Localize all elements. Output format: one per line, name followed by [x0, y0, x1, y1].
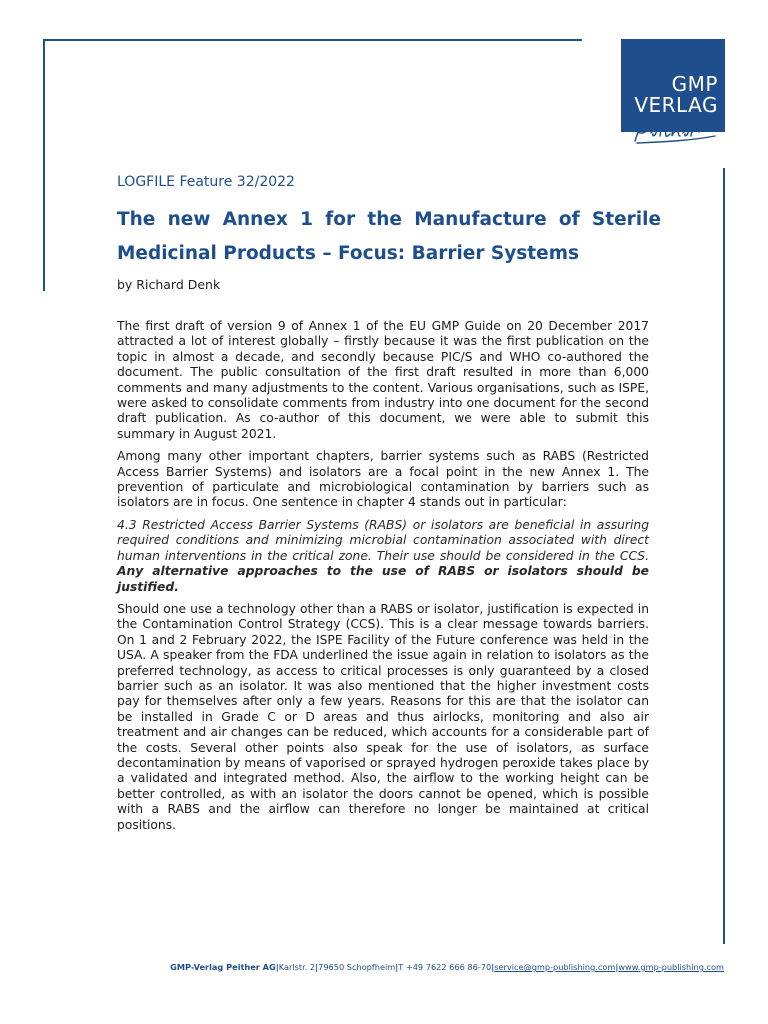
gmp-verlag-logo — [621, 39, 725, 145]
logo-text-verlag: VERLAG — [634, 93, 718, 117]
paragraph-barriers: Among many other important chapters, barrier systems such as RABS (Restricted Access Barrier Systems) and isolators are a focal point in the new Annex 1. The prevention of particulate and microbiological contamination by barriers such as isolators are in focus. One sentence in chapter 4 stands out in particular: — [117, 449, 649, 510]
byline: by Richard Denk — [117, 277, 221, 292]
article-body — [117, 319, 649, 840]
footer-company: GMP-Verlag Peither AG — [170, 962, 276, 972]
feature-kicker: LOGFILE Feature 32/2022 — [117, 174, 295, 190]
footer-city: 79650 Schopfheim — [318, 962, 396, 972]
logo-text-gmp: GMP — [671, 72, 718, 96]
article-title: The new Annex 1 for the Manufacture of Sterile Medicinal Products – Focus: Barrier Systems — [117, 209, 661, 264]
footer-separator: | — [275, 962, 279, 972]
page-footer — [0, 962, 724, 972]
footer-separator: | — [615, 962, 619, 972]
paragraph-justification: Should one use a technology other than a RABS or isolator, justification is expected in the Contamination Control Strategy (CCS). This is a clear message towards barriers. On 1 and 2 February 2022, the ISPE Facility of the Future conference was held in the USA. A speaker from the FDA underlined the issue again in relation to isolators as the preferred technology, as access to critical processes is only guaranteed by a closed barrier such as an isolator. It was also mentioned that the higher investment costs pay for themselves after only a few years. Reasons for this are that the isolator can be installed in Grade C or D areas and thus airlocks, monitoring and also air treatment and air changes can be reduced, which accounts for a considerable part of the costs. Several other points also speak for the use of isolators, as surface decontamination by means of vaporised or sprayed hydrogen peroxide takes place by a validated and integrated method. Also, the airflow to the working height can be better controlled, as with an isolator the doors cannot be opened, which is possible with a RABS and the airflow can therefore no longer be maintained at critical positions. — [117, 601, 649, 832]
footer-separator: | — [395, 962, 399, 972]
frame-left-rule — [43, 39, 45, 291]
peither-signature-icon — [629, 119, 719, 145]
annex-quote — [117, 518, 649, 595]
footer-email-link[interactable]: service@gmp-publishing.com — [494, 962, 616, 972]
frame-right-rule — [723, 168, 725, 944]
footer-separator: | — [491, 962, 495, 972]
footer-street: Karlstr. 2 — [278, 962, 316, 972]
paragraph-intro: The first draft of version 9 of Annex 1 of the EU GMP Guide on 20 December 2017 attracted a lot of interest globally – firstly because it was the first publication on the topic in almost a decade, and secondly because PIC/S and WHO co-authored the document. The public consultation of the first draft resulted in more than 6,000 comments and many adjustments to the content. Various organisations, such as ISPE, were asked to consolidate comments from industry into one document for the second draft publication. As co-author of this document, we were able to submit this summary in August 2021. — [117, 319, 649, 441]
footer-separator: | — [315, 962, 319, 972]
footer-website-link[interactable]: www.gmp-publishing.com — [618, 962, 724, 972]
quote-text: 4.3 Restricted Access Barrier Systems (RABS) or isolators are beneficial in assuring required conditions and minimizing microbial contamination associated with direct human interventions in the critical zone. Their use should be considered in the CCS. — [117, 517, 649, 563]
footer-phone: T +49 7622 666 86-70 — [398, 962, 492, 972]
quote-emphasis: Any alternative approaches to the use of RABS or isolators should be justified. — [117, 564, 649, 594]
frame-top-rule — [43, 39, 582, 41]
